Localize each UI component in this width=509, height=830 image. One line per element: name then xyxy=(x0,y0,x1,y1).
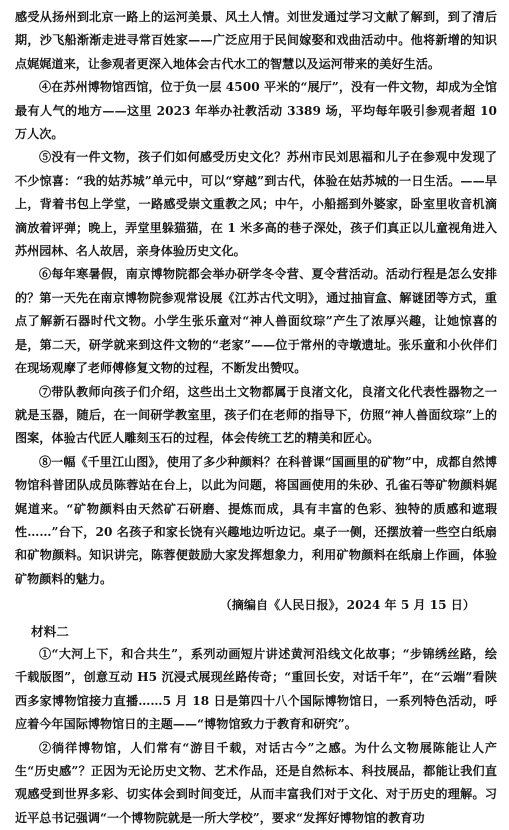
paragraph-5: ⑤没有一件文物，孩子们如何感受历史文化？苏州市民刘思福和儿子在参观中发现了不少惊喜：“我的姑苏城”单元中，可以“穿越”到古代，体验在姑苏城的一日生活。——早上，背着书包上学堂，一路感受崇文重教之风；中午，小船摇到外婆家，卧室里收音机滴滴放着评弹；晚上，弄堂里躲猫猫，在 1 米多高的巷子深处，孩子们真正以儿童视角进入苏州园林、名人故居，亲身体验历史文化。 xyxy=(15,150,497,259)
section-heading: 材料二 xyxy=(31,623,69,639)
material2-paragraph-1: ①“大河上下，和合共生”，系列动画短片讲述黄河沿线文化故事；“步锦绣丝路，绘千载版图”，创意互动 H5 沉浸式展现丝路传奇；“重回长安，对话千年”，在“云端”看陕西多家博物馆接力直播……5 月 18 日是第四十八个国际博物馆日，一系列特色活动，呼应着今年国际博物馆日的主题——“博物馆致力于教育和研究”。 xyxy=(15,646,497,732)
paragraph-continued: 感受从扬州到北京一路上的运河美景、风土人情。刘世发通过学习文献了解到，到了清后期，沙飞船渐渐走进寻常百姓家——广泛应用于民间嫁娶和戏曲活动中。他将新增的知识点娓娓道来，让参观者更深入地体会古代水工的智慧以及运河带来的美好生活。 xyxy=(15,10,497,71)
source-citation: （摘编自《人民日报》，2024 年 5 月 15 日） xyxy=(219,598,475,613)
material2-paragraph-2: ②徜徉博物馆，人们常有“游目千载，对话古今”之感。为什么文物展陈能让人产生“历史感”？正因为无论历史文物、艺术作品，还是自然标本、科技展品，都能让我们直观感受到世界多彩、切实体会到时间变迁，从而丰富我们对于文化、对于历史的理解。习近平总书记强调“一个博物院就是一所大学校”，要求“发挥好博物馆的教育功 xyxy=(15,740,497,825)
paragraph-6: ⑥每年寒暑假，南京博物院都会举办研学冬令营、夏令营活动。活动行程是怎么安排的？第一天先在南京博物院参观常设展《江苏古代文明》，通过抽盲盒、解谜团等方式，重点了解新石器时代文物。小学生张乐童对“神人兽面纹琮”产生了浓厚兴趣，让她惊喜的是，第二天，研学就来到这件文物的“老家”——位于常州的寺墩遗址。张乐童和小伙伴们在现场观摩了老师傅修复文物的过程，不断发出赞叹。 xyxy=(15,267,497,376)
paragraph-7: ⑦带队教师向孩子们介绍，这些出土文物都属于良渚文化，良渚文化代表性器物之一就是玉器，随后，在一间研学教室里，孩子们在老师的指导下，仿照“神人兽面纹琮”上的图案，体验古代匠人雕刻玉石的过程，体会传统工艺的精美和匠心。 xyxy=(15,384,497,446)
paragraph-4: ④在苏州博物馆西馆，位于负一层 4500 平米的“展厅”，没有一件文物，却成为全馆最有人气的地方——这里 2023 年举办社教活动 3389 场，平均每年吸引参观者超 10 万人次。 xyxy=(15,80,497,142)
paragraph-8: ⑧一幅《千里江山图》，使用了多少种颜料？在科普课“国画里的矿物”中，成都自然博物馆科普团队成员陈蓉站在台上，以此为问题，将国画使用的朱砂、孔雀石等矿物颜料娓娓道来。“矿物颜料由天然矿石研磨、提炼而成，具有丰富的色彩、独特的质感和遮瑕性……”台下，20 名孩子和家长饶有兴趣地边听边记。桌子一侧，还摆放着一些空白纸扇和矿物颜料。知识讲完，陈蓉便鼓励大家发挥想象力，利用矿物颜料在纸扇上作画，体验矿物颜料的魅力。 xyxy=(15,454,497,586)
